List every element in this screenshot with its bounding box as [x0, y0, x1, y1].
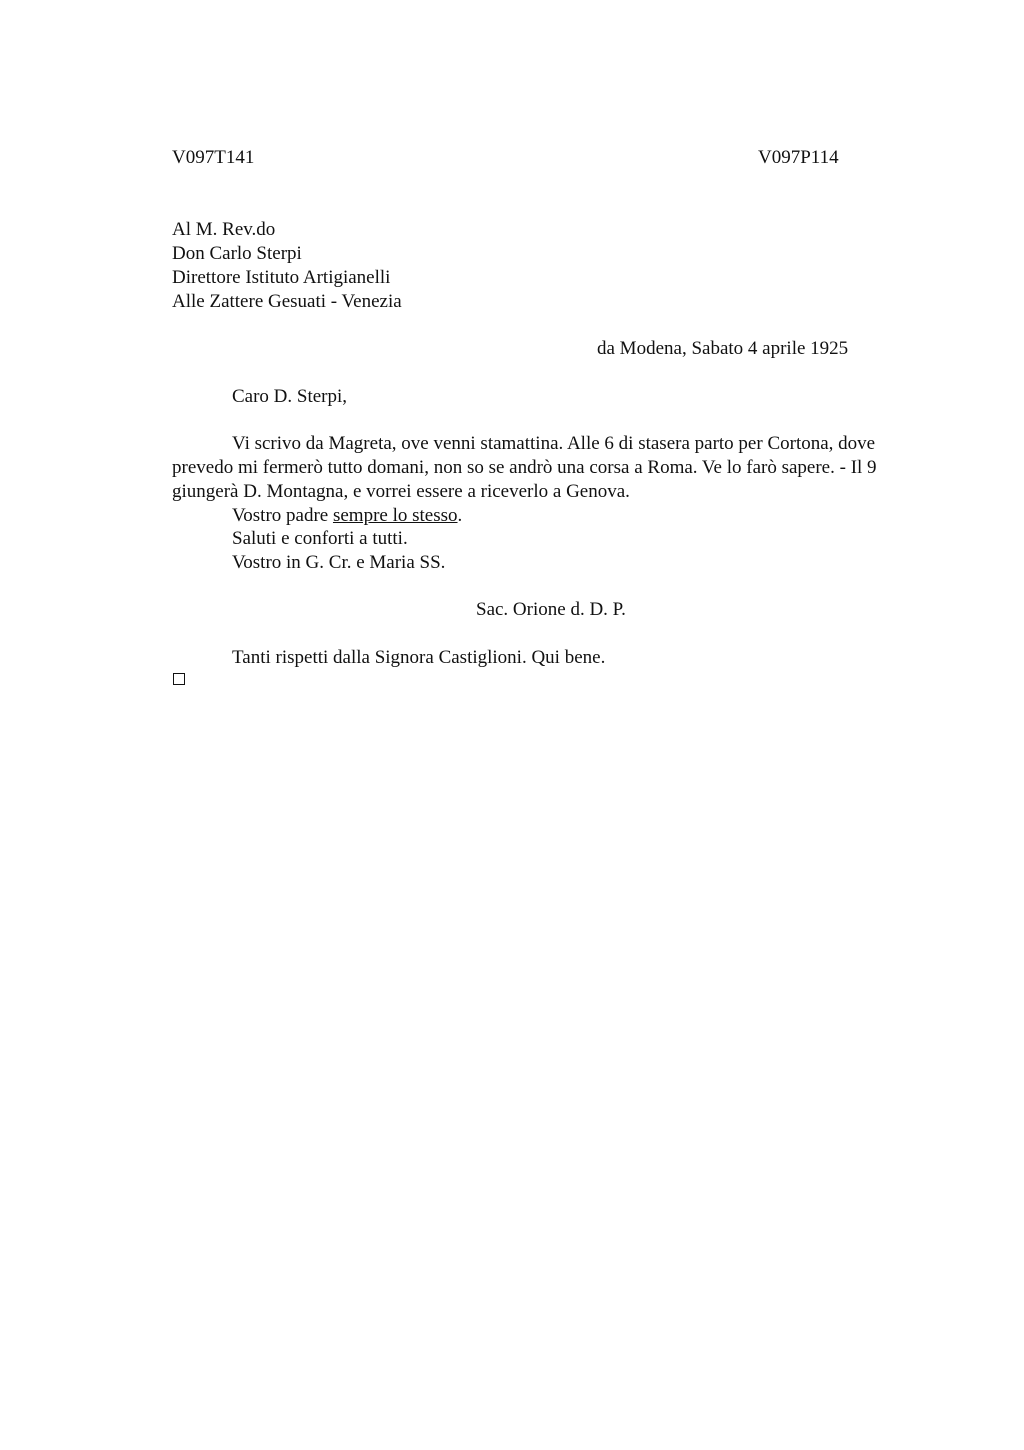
dateline: da Modena, Sabato 4 aprile 1925	[597, 338, 849, 359]
signature: Sac. Orione d. D. P.	[476, 599, 626, 620]
body-line-father	[232, 504, 462, 528]
document-code-left: V097T141	[172, 147, 255, 168]
square-marker-icon	[173, 673, 185, 685]
salutation: Caro D. Sterpi,	[232, 386, 348, 407]
underlined-phrase: sempre lo stesso	[332, 505, 458, 526]
address-line-4: Alle Zattere Gesuati - Venezia	[172, 291, 402, 312]
body-paragraph: Vi scrivo da Magreta, ove venni stamattina. Alle 6 di stasera parto per Cortona, dove prevedo mi fermerò tutto domani, non so se andrò una corsa a Roma. Ve lo farò sapere. - Il 9 giungerà D. Montagna, e vorrei essere a riceverlo a Genova.	[172, 433, 877, 502]
address-line-3: Direttore Istituto Artigianelli	[172, 267, 391, 288]
document-code-right: V097P114	[758, 147, 839, 168]
postscript: Tanti rispetti dalla Signora Castiglioni. Qui bene.	[232, 647, 606, 668]
body-line-greetings: Saluti e conforti a tutti.	[232, 528, 408, 549]
body-line-father-prefix: Vostro padre	[232, 505, 333, 526]
body-line-father-suffix: .	[457, 505, 463, 526]
address-line-2: Don Carlo Sterpi	[172, 243, 302, 264]
address-line-1: Al M. Rev.do	[172, 219, 276, 240]
body-line-closing: Vostro in G. Cr. e Maria SS.	[232, 552, 446, 573]
